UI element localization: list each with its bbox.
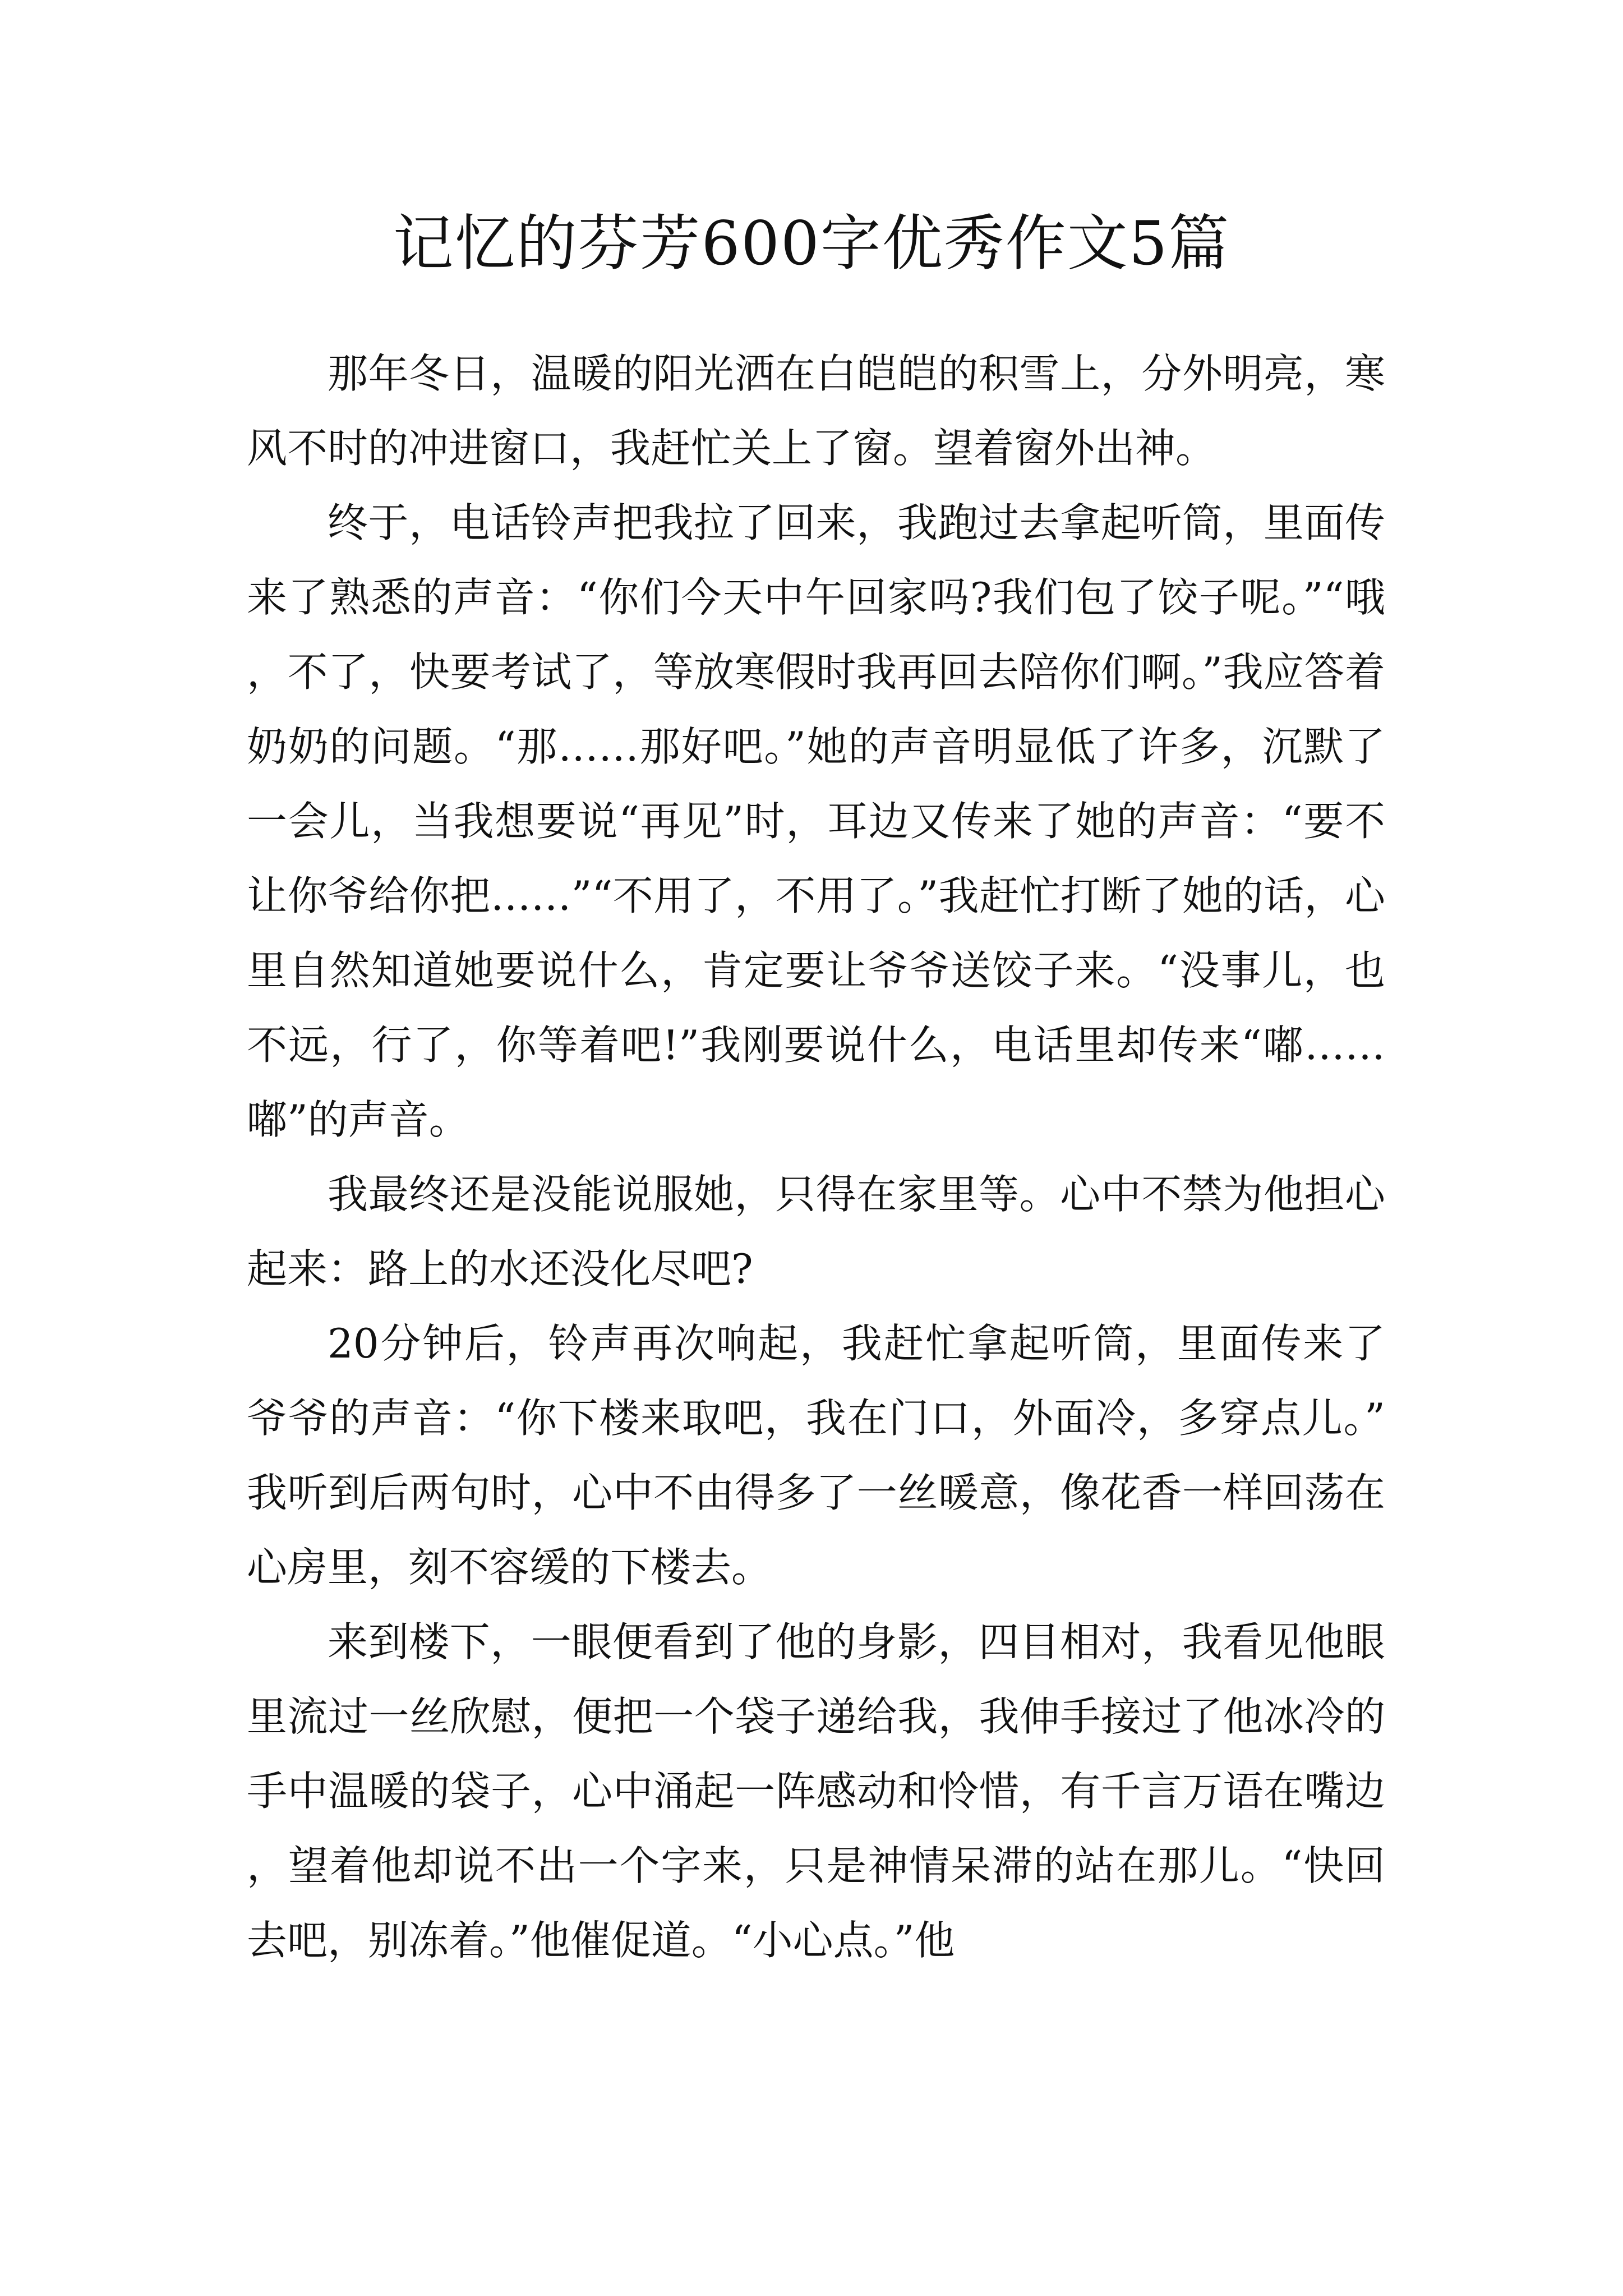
document-body (247, 337, 1385, 1978)
paragraph-1: 那年冬日，温暖的阳光洒在白皑皑的积雪上，分外明亮，寒风不时的冲进窗口，我赶忙关上了窗。望着窗外出神。 (247, 350, 1385, 472)
paragraph-4: 20分钟后，铃声再次响起，我赶忙拿起听筒，里面传来了爷爷的声音：“你下楼来取吧，我在门口，外面冷，多穿点儿。”我听到后两句时，心中不由得多了一丝暖意，像花香一样回荡在心房里，刻不容缓的下楼去。 (247, 1320, 1385, 1591)
paragraph-3: 我最终还是没能说服她，只得在家里等。心中不禁为他担心起来：路上的水还没化尽吧? (247, 1171, 1385, 1292)
paragraph-2: 终于，电话铃声把我拉了回来，我跑过去拿起听筒，里面传来了熟悉的声音：“你们今天中午回家吗?我们包了饺子呢。”“哦，不了，快要考试了，等放寒假时我再回去陪你们啊。”我应答着奶奶的问题。“那……那好吧。”她的声音明显低了许多，沉默了一会儿，当我想要说“再见”时，耳边又传来了她的声音：“要不让你爷给你把……”“不用了，不用了。”我赶忙打断了她的话，心里自然知道她要说什么，肯定要让爷爷送饺子来。“没事儿，也不远，行了，你等着吧!”我刚要说什么，电话里却传来“嘟……嘟”的声音。 (247, 499, 1385, 1143)
paragraph-5: 来到楼下，一眼便看到了他的身影，四目相对，我看见他眼里流过一丝欣慰，便把一个袋子递给我，我伸手接过了他冰冷的手中温暖的袋子，心中涌起一阵感动和怜惜，有千言万语在嘴边，望着他却说不出一个字来，只是神情呆滞的站在那儿。“快回去吧，别冻着。”他催促道。“小心点。”他 (247, 1618, 1385, 1964)
document-title: 记忆的芬芳600字优秀作文5篇 (393, 209, 1230, 279)
